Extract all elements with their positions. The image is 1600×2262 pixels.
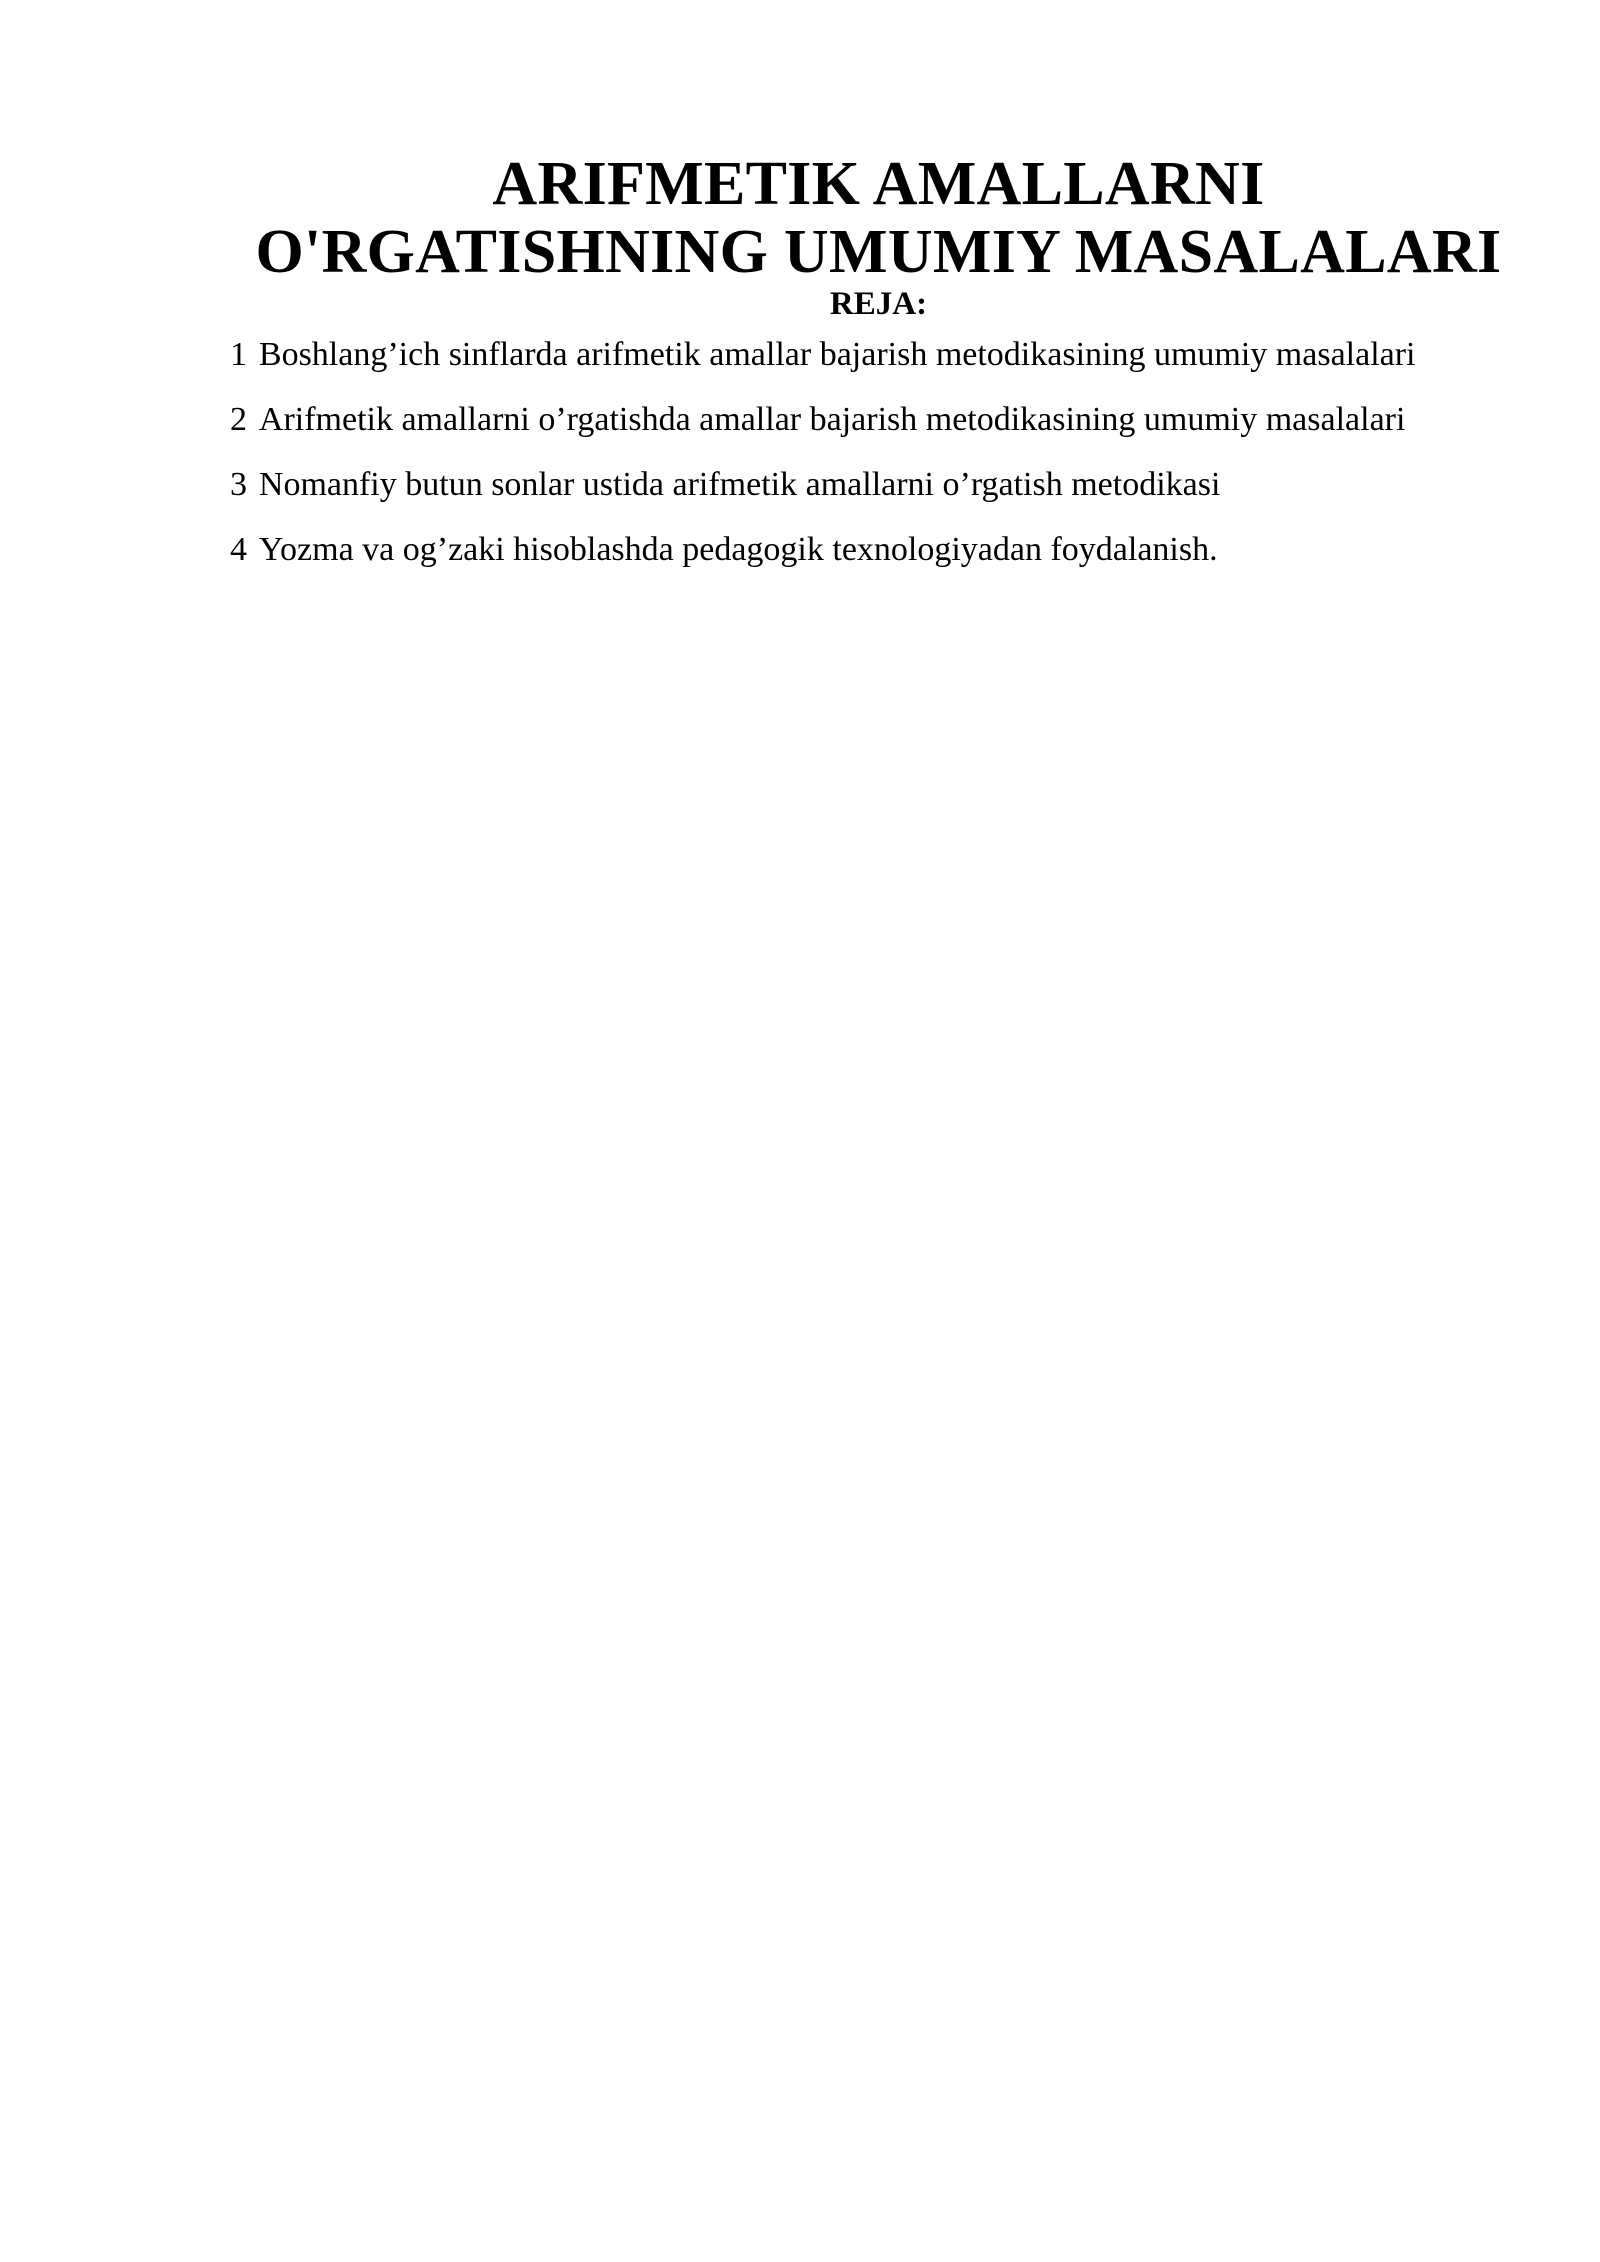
plan-item-number: 3 bbox=[230, 466, 247, 503]
title-line-1: ARIFMETIK AMALLARNI bbox=[492, 150, 1265, 218]
plan-item-2 bbox=[230, 387, 1527, 452]
plan-item-text: Boshlang’ich sinflarda arifmetik amallar bajarish metodikasining umumiy masalalari bbox=[258, 336, 1416, 373]
plan-item-text: Nomanfiy butun sonlar ustida arifmetik amallarni o’rgatish metodikasi bbox=[258, 466, 1221, 503]
plan-item-number: 1 bbox=[230, 336, 247, 373]
plan-item-text: Yozma va og’zaki hisoblashda pedagogik texnologiyadan foydalanish. bbox=[258, 531, 1218, 568]
plan-item-number: 4 bbox=[230, 531, 247, 568]
plan-item-3 bbox=[230, 452, 1527, 517]
title-line-2: O'RGATISHNING UMUMIY MASALALARI bbox=[255, 218, 1502, 286]
plan-item-4 bbox=[230, 517, 1527, 582]
plan-item-text: Arifmetik amallarni o’rgatishda amallar bajarish metodikasining umumiy masalalari bbox=[258, 401, 1406, 438]
plan-item-1 bbox=[230, 322, 1527, 387]
document-title bbox=[230, 150, 1527, 286]
plan-list bbox=[230, 322, 1527, 582]
plan-item-number: 2 bbox=[230, 401, 247, 438]
plan-heading: REJA: bbox=[829, 286, 928, 322]
page-content bbox=[230, 150, 1527, 582]
